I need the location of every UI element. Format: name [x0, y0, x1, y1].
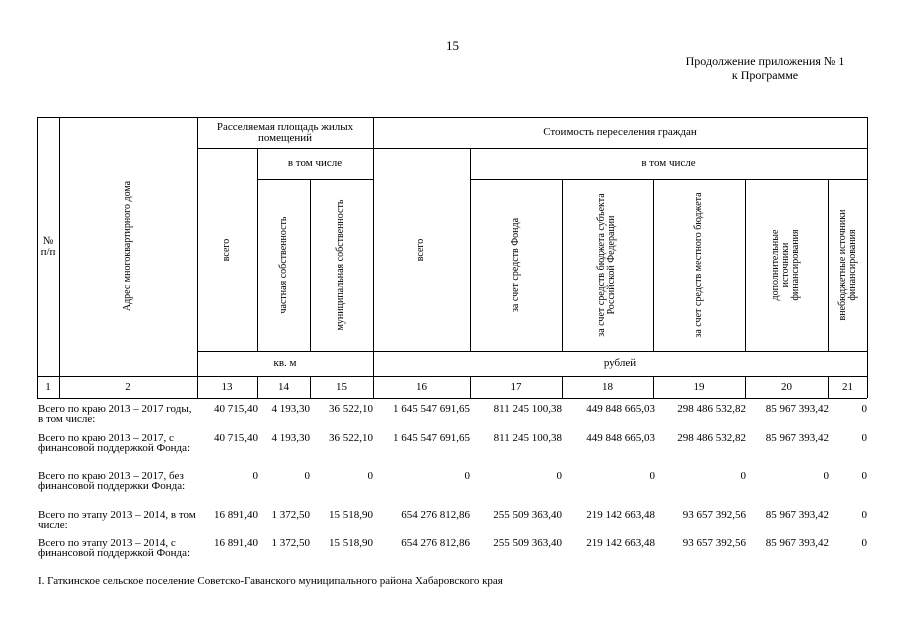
- cell-area-municipal: 15 518,90: [329, 537, 373, 549]
- cell-cost-total: 654 276 812,86: [401, 537, 470, 549]
- column-number: 14: [278, 381, 289, 393]
- cell-cost-offbudget: 0: [861, 509, 867, 521]
- cell-cost-total: 0: [464, 470, 470, 482]
- cell-cost-offbudget: 0: [861, 403, 867, 415]
- header-number: № п/п: [40, 234, 56, 258]
- header-area-group: Расселяемая площадь жилых помещений: [216, 121, 354, 144]
- appendix-line2: к Программе: [731, 68, 799, 82]
- cell-cost-fund: 0: [556, 470, 562, 482]
- cell-area-private: 4 193,30: [271, 432, 310, 444]
- row-label: Всего по краю 2013 – 2017, с финансовой поддержкой Фонда:: [38, 432, 191, 454]
- cell-area-total: 16 891,40: [214, 509, 258, 521]
- header-cost-local: за счет средств местного бюджета: [693, 192, 704, 338]
- cell-cost-subject: 449 848 665,03: [586, 403, 655, 415]
- header-cost-including: в том числе: [641, 157, 696, 169]
- cell-area-total: 40 715,40: [214, 432, 258, 444]
- cell-cost-total: 1 645 547 691,65: [393, 432, 470, 444]
- section-title: I. Гаткинское сельское поселение Советско-Гаванского муниципального района Хабаровского края: [38, 575, 503, 587]
- column-number: 1: [45, 381, 51, 393]
- cell-cost-offbudget: 0: [861, 537, 867, 549]
- cell-area-private: 4 193,30: [271, 403, 310, 415]
- cell-cost-subject: 219 142 663,48: [586, 537, 655, 549]
- cell-cost-additional: 85 967 393,42: [765, 509, 829, 521]
- cell-area-municipal: 36 522,10: [329, 432, 373, 444]
- cell-cost-subject: 449 848 665,03: [586, 432, 655, 444]
- appendix-note: [640, 54, 890, 82]
- row-label: Всего по этапу 2013 – 2014, с финансовой поддержкой Фонда:: [38, 537, 191, 559]
- cell-cost-fund: 255 509 363,40: [493, 537, 562, 549]
- cell-area-total: 16 891,40: [214, 537, 258, 549]
- cell-area-private: 1 372,50: [271, 537, 310, 549]
- row-label: Всего по краю 2013 – 2017 годы, в том числе:: [38, 403, 192, 425]
- cell-cost-subject: 219 142 663,48: [586, 509, 655, 521]
- cell-area-total: 40 715,40: [214, 403, 258, 415]
- header-cost-total: всего: [415, 238, 426, 262]
- cell-cost-local: 298 486 532,82: [677, 403, 746, 415]
- header-area-total: всего: [221, 238, 232, 262]
- column-number: 20: [781, 381, 792, 393]
- header-cost-offbudget: внебюджетные источники финансирования: [837, 209, 858, 321]
- cell-cost-local: 93 657 392,56: [682, 537, 746, 549]
- cell-cost-fund: 255 509 363,40: [493, 509, 562, 521]
- header-area-including: в том числе: [287, 157, 343, 169]
- cell-cost-additional: 85 967 393,42: [765, 537, 829, 549]
- cell-cost-subject: 0: [649, 470, 655, 482]
- header-area-private: частная собственность: [278, 216, 289, 314]
- cell-area-private: 0: [304, 470, 310, 482]
- column-number: 18: [602, 381, 613, 393]
- cell-cost-total: 654 276 812,86: [401, 509, 470, 521]
- header-cost-unit: рублей: [603, 357, 637, 369]
- cell-cost-additional: 85 967 393,42: [765, 403, 829, 415]
- header-area-municipal: муниципальная собственность: [335, 199, 346, 331]
- cell-cost-additional: 0: [823, 470, 829, 482]
- cell-cost-offbudget: 0: [861, 470, 867, 482]
- cell-cost-additional: 85 967 393,42: [765, 432, 829, 444]
- cell-cost-local: 0: [740, 470, 746, 482]
- cell-cost-offbudget: 0: [861, 432, 867, 444]
- cell-area-municipal: 15 518,90: [329, 509, 373, 521]
- row-label: Всего по краю 2013 – 2017, без финансовой поддержки Фонда:: [38, 470, 186, 492]
- cell-area-municipal: 36 522,10: [329, 403, 373, 415]
- cell-cost-fund: 811 245 100,38: [493, 403, 562, 415]
- cell-area-total: 0: [252, 470, 258, 482]
- cell-cost-local: 93 657 392,56: [682, 509, 746, 521]
- column-number: 17: [510, 381, 522, 393]
- cell-area-private: 1 372,50: [271, 509, 310, 521]
- cell-area-municipal: 0: [367, 470, 373, 482]
- header-area-unit: кв. м: [273, 357, 297, 369]
- column-number: 16: [416, 381, 427, 393]
- cell-cost-local: 298 486 532,82: [677, 432, 746, 444]
- column-number: 15: [336, 381, 347, 393]
- column-number: 19: [693, 381, 705, 393]
- page-number: 15: [446, 38, 459, 53]
- header-cost-group: Стоимость переселения граждан: [543, 126, 697, 138]
- column-number: 2: [125, 381, 131, 393]
- appendix-line1: Продолжение приложения № 1: [685, 54, 845, 68]
- row-label: Всего по этапу 2013 – 2014, в том числе:: [38, 509, 196, 531]
- header-cost-additional: дополнительные источники финансирования: [770, 229, 801, 301]
- cell-cost-fund: 811 245 100,38: [493, 432, 562, 444]
- cell-cost-total: 1 645 547 691,65: [393, 403, 470, 415]
- header-address: Адрес многоквартирного дома: [122, 180, 133, 312]
- header-cost-fund: за счет средств Фонда: [510, 217, 521, 313]
- column-number: 13: [221, 381, 233, 393]
- header-cost-subject: за счет средств бюджета субъекта Российской Федерации: [596, 193, 617, 337]
- column-number: 21: [842, 381, 853, 393]
